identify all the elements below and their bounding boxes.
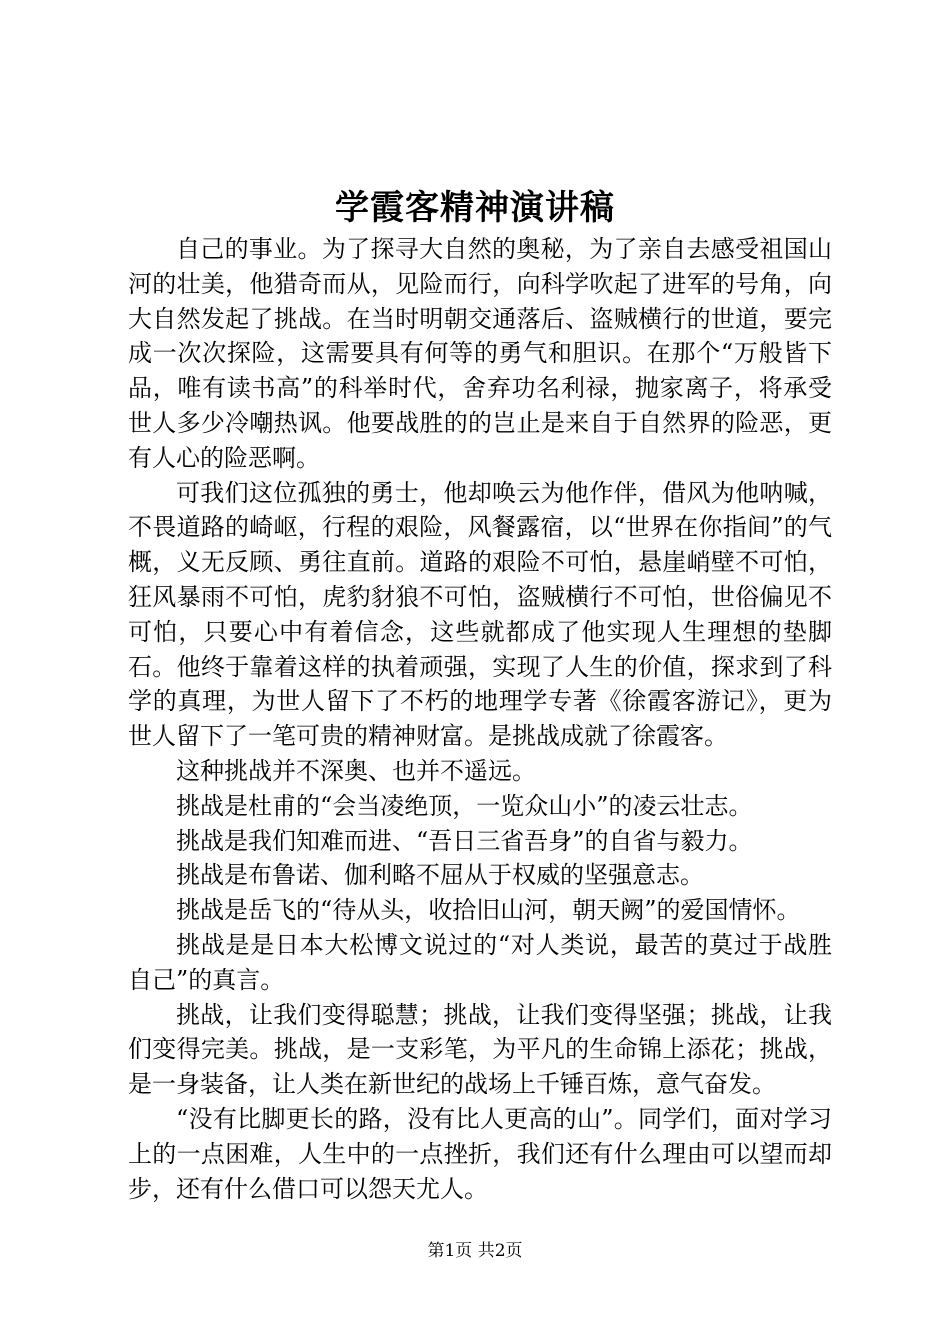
document-title: 学霞客精神演讲稿 bbox=[335, 188, 615, 228]
paragraph: 可我们这位孤独的勇士，他却唤云为他作伴，借风为他呐喊，不畏道路的崎岖，行程的艰险，风餐露宿，以“世界在你指间”的气概，义无反顾、勇往直前。道路的艰险不可怕，悬崖峭壁不可怕，狂风暴雨不可怕，虎豹豺狼不可怕，盗贼横行不可怕，世俗偏见不可怕，只要心中有着信念，这些就都成了他实现人生理想的垫脚石。他终于靠着这样的执着顽强，实现了人生的价值，探求到了科学的真理，为世人留下了不朽的地理学专著《徐霞客游记》，更为世人留下了一笔可贵的精神财富。是挑战成就了徐霞客。 bbox=[128, 478, 832, 751]
paragraph: 这种挑战并不深奥、也并不遥远。 bbox=[176, 756, 536, 785]
paragraph: 挑战是杜甫的“会当凌绝顶，一览众山小”的凌云壮志。 bbox=[176, 791, 753, 820]
paragraph: 挑战是我们知难而进、“吾日三省吾身”的自省与毅力。 bbox=[176, 826, 753, 855]
document-body bbox=[128, 232, 832, 1206]
paragraph: 挑战是岳飞的“待从头，收拾旧山河，朝天阙”的爱国情怀。 bbox=[176, 896, 801, 925]
paragraph: 自己的事业。为了探寻大自然的奥秘，为了亲自去感受祖国山河的壮美，他猎奇而从，见险而行，向科学吹起了进军的号角，向大自然发起了挑战。在当时明朝交通落后、盗贼横行的世道，要完成一次次探险，这需要具有何等的勇气和胆识。在那个“万般皆下品，唯有读书高”的科举时代，舍弃功名利禄，抛家离子，将承受世人多少冷嘲热讽。他要战胜的的岂止是来自于自然界的险恶，更有人心的险恶啊。 bbox=[128, 235, 832, 472]
page-footer: 第1页 共2页 bbox=[427, 1241, 523, 1261]
paragraph: 挑战是布鲁诺、伽利略不屈从于权威的坚强意志。 bbox=[176, 861, 704, 890]
paragraph: 挑战，让我们变得聪慧；挑战，让我们变得坚强；挑战，让我们变得完美。挑战，是一支彩笔，为平凡的生命锦上添花；挑战，是一身装备，让人类在新世纪的战场上千锤百炼，意气奋发。 bbox=[128, 1000, 832, 1099]
paragraph: “没有比脚更长的路，没有比人更高的山”。同学们，面对学习上的一点困难，人生中的一点挫折，我们还有什么理由可以望而却步，还有什么借口可以怨天尤人。 bbox=[128, 1104, 832, 1203]
paragraph: 挑战是是日本大松博文说过的“对人类说，最苦的莫过于战胜自己”的真言。 bbox=[128, 930, 832, 994]
